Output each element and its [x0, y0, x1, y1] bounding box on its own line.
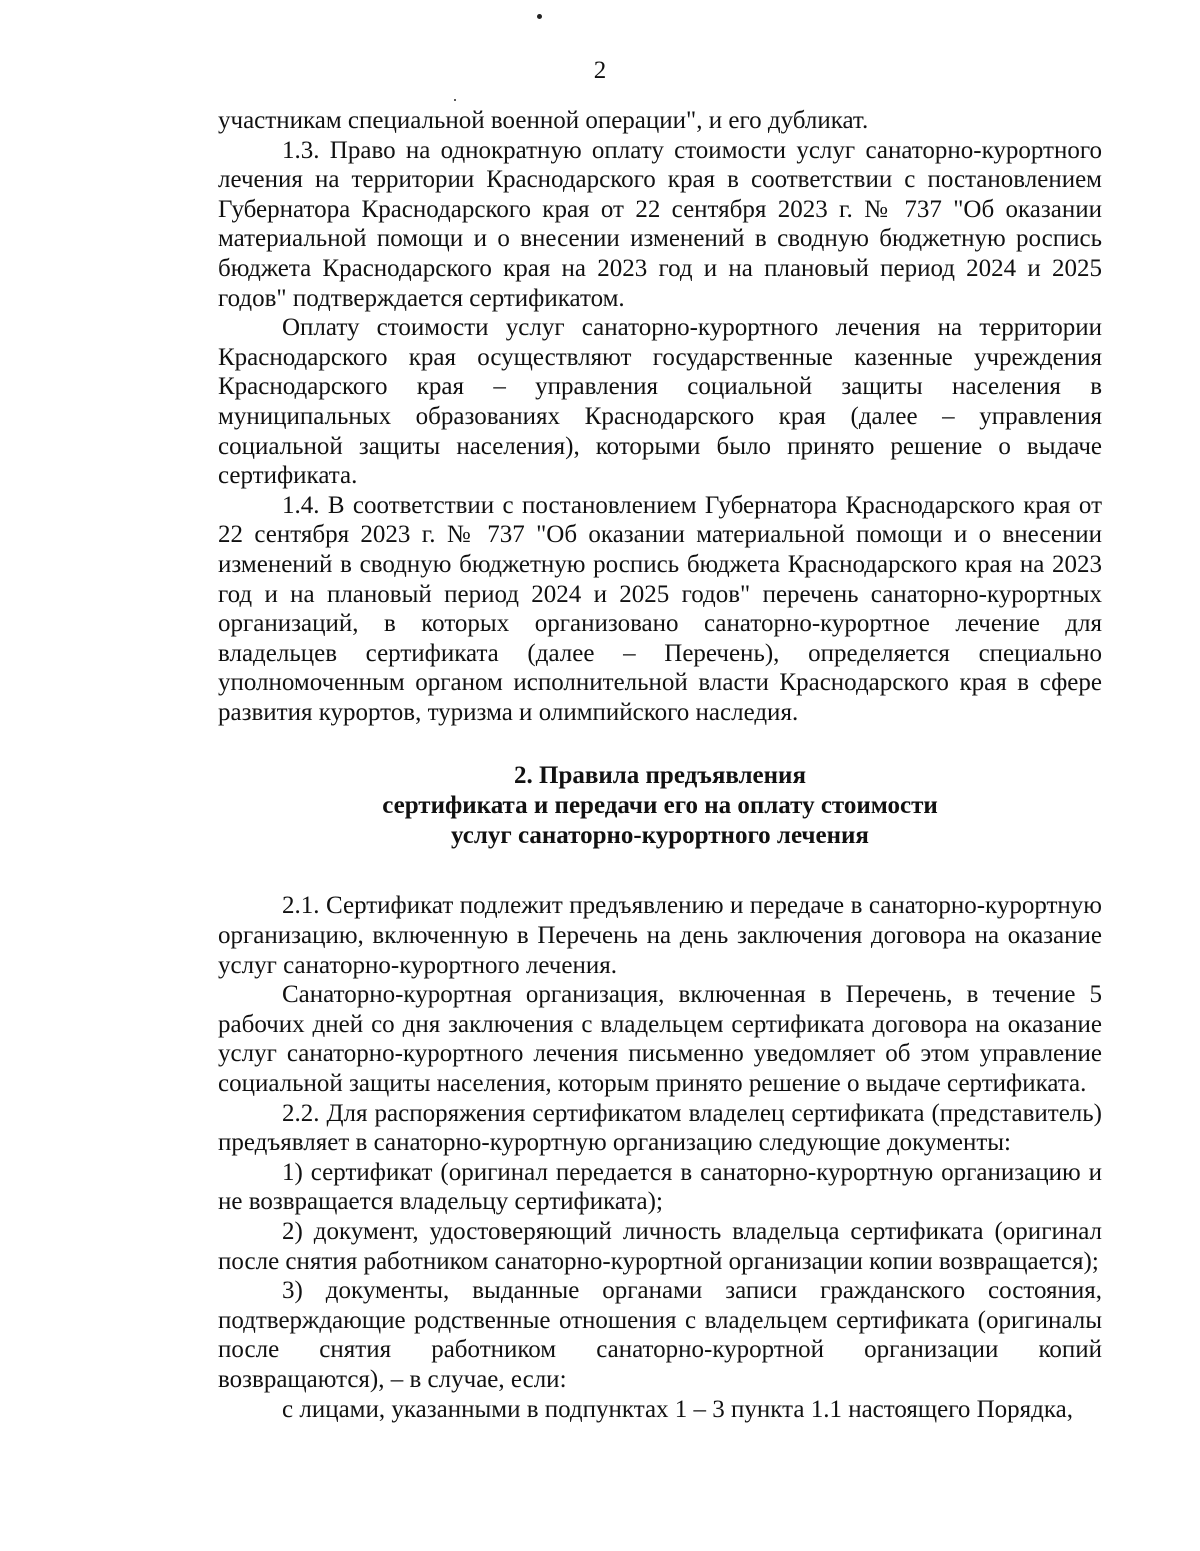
paragraph-1-4: 1.4. В соответствии с постановлением Губернатора Краснодарского края от 22 сентября 2023 г. № 737 "Об оказании материальной помощи и о внесении изменений в сводную бюджетную роспись бюджета Краснодарского края на 2023 год и на плановый период 2024 и 2025 годов" перечень санаторно-курортных организаций, в которых организовано санаторно-курортное лечение для владельцев сертификата (далее – Перечень), определяется специально уполномоченным органом исполнительной власти Краснодарского края в сфере развития курортов, туризма и олимпийского наследия. [218, 491, 1102, 726]
scan-speck [537, 14, 542, 19]
list-item: 2) документ, удостоверяющий личность владельца сертификата (оригинал после снятия работником санаторно-курортной организации копии возвращается); [218, 1218, 1102, 1275]
paragraph-2-1: 2.1. Сертификат подлежит предъявлению и передаче в санаторно-курортную организацию, включенную в Перечень на день заключения договора на оказание услуг санаторно-курортного лечения. [218, 892, 1102, 979]
paragraph: Санаторно-курортная организация, включенная в Перечень, в течение 5 рабочих дней со дня заключения с владельцем сертификата договора на оказание услуг санаторно-курортного лечения письменно уведомляет об этом управление социальной защиты населения, которым принято решение о выдаче сертификата. [218, 981, 1102, 1098]
list-item: 1) сертификат (оригинал передается в санаторно-курортную организацию и не возвращается владельцу сертификата); [218, 1158, 1102, 1216]
list-item: 3) документы, выданные органами записи гражданского состояния, подтверждающие родственные отношения с владельцем сертификата (оригиналы после снятия работником санаторно-курортной организации копий возвращаются), – в случае, если: [218, 1277, 1102, 1393]
paragraph-2-2: 2.2. Для распоряжения сертификатом владелец сертификата (представитель) предъявляет в санаторно-курортную организацию следующие документы: [218, 1099, 1102, 1157]
paragraph: с лицами, указанными в подпунктах 1 – 3 пункта 1.1 настоящего Порядка, [282, 1395, 1074, 1423]
section-heading [218, 761, 1102, 851]
section-heading-line: 2. Правила предъявления [514, 762, 806, 790]
paragraph-1-3: 1.3. Право на однократную оплату стоимости услуг санаторно-курортного лечения на территории Краснодарского края в соответствии с постановлением Губернатора Краснодарского края от 22 сентября 2023 г. № 737 "Об оказании материальной помощи и о внесении изменений в сводную бюджетную роспись бюджета Краснодарского края на 2023 год и на плановый период 2024 и 2025 годов" подтверждается сертификатом. [218, 136, 1102, 312]
page-number: 2 [593, 57, 607, 84]
paragraph: Оплату стоимости услуг санаторно-курортного лечения на территории Краснодарского края осуществляют государственные казенные учреждения Краснодарского края – управления социальной защиты населения в муниципальных образованиях Краснодарского края (далее – управления социальной защиты населения), которыми было принято решение о выдаче сертификата. [218, 314, 1102, 490]
paragraph: участникам специальной военной операции", и его дубликат. [218, 107, 869, 134]
scan-speck [454, 99, 456, 101]
document-body [218, 106, 1102, 1424]
section-heading-line: услуг санаторно-курортного лечения [451, 822, 869, 850]
section-heading-line: сертификата и передачи его на оплату стоимости [382, 792, 938, 820]
